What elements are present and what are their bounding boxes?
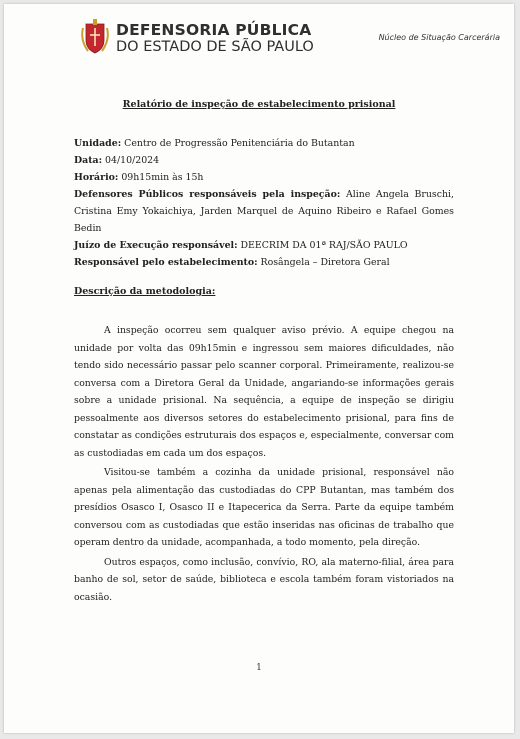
methodology-body bbox=[74, 322, 454, 608]
methodology-heading: Descrição da metodologia: bbox=[74, 286, 216, 297]
field-value: DEECRIM DA 01ª RAJ/SÃO PAULO bbox=[237, 240, 408, 251]
field-value: 09h15min às 15h bbox=[118, 172, 204, 183]
org-subname: DO ESTADO DE SÃO PAULO bbox=[116, 39, 314, 55]
field-label: Unidade: bbox=[74, 138, 122, 149]
field-label: Horário: bbox=[74, 172, 119, 183]
document-page bbox=[4, 4, 514, 733]
field-label: Data: bbox=[74, 155, 103, 166]
field-unidade bbox=[74, 135, 454, 152]
field-value: Aline Angela Bruschi, Cristina Emy Yokaichiya, Jarden Marquel de Aquino Ribeiro e Rafael Gomes Bedin bbox=[74, 189, 454, 234]
paragraph: Outros espaços, como inclusão, convívio, RO, ala materno-filial, área para banho de sol, setor de saúde, biblioteca e escola também foram vistoriados na ocasião. bbox=[74, 556, 454, 603]
paragraph: Visitou-se também a cozinha da unidade prisional, responsável não apenas pela alimentação das custodiadas do CPP Butantan, mas também dos presídios Osasco I, Osasco II e Itapecerica da Serra. Parte da equipe também conversou com as custodiadas que estão inseridas nas oficinas de trabalho que operam dentro da unidade, acompanhada, a todo momento, pela direção. bbox=[74, 467, 454, 548]
field-label: Responsável pelo estabelecimento: bbox=[74, 257, 258, 268]
page-number: 1 bbox=[256, 663, 262, 673]
field-value: Centro de Progressão Penitenciária do Butantan bbox=[121, 138, 355, 149]
field-responsavel bbox=[74, 254, 454, 271]
field-value: 04/10/2024 bbox=[102, 155, 160, 166]
field-value: Rosângela – Diretora Geral bbox=[257, 257, 390, 268]
field-horario bbox=[74, 169, 454, 186]
sp-coat-of-arms-icon bbox=[80, 18, 110, 56]
unit-name: Núcleo de Situação Carcerária bbox=[378, 33, 500, 42]
org-name: DEFENSORIA PÚBLICA bbox=[116, 21, 312, 39]
report-fields bbox=[74, 135, 454, 271]
field-label: Defensores Públicos responsáveis pela inspeção: bbox=[74, 189, 341, 200]
field-defensores bbox=[74, 186, 454, 237]
letterhead bbox=[80, 16, 500, 61]
field-juizo bbox=[74, 237, 454, 254]
field-data bbox=[74, 152, 454, 169]
field-label: Juízo de Execução responsável: bbox=[74, 240, 238, 251]
report-title: Relatório de inspeção de estabelecimento prisional bbox=[122, 99, 396, 110]
paragraph: A inspeção ocorreu sem qualquer aviso prévio. A equipe chegou na unidade por volta das 09h15min e ingressou sem maiores dificuldades, não tendo sido necessário passar pelo scanner corporal. Primeiramente, realizou-se conversa com a Diretora Geral da Unidade, angariando-se informações gerais sobre a unidade prisional. Na sequência, a equipe de inspeção se dirigiu pessoalmente aos diversos setores do estabelecimento prisional, para fins de constatar as condições estruturais dos espaços e, especialmente, conversar com as custodiadas em cada um dos espaços. bbox=[74, 325, 454, 459]
